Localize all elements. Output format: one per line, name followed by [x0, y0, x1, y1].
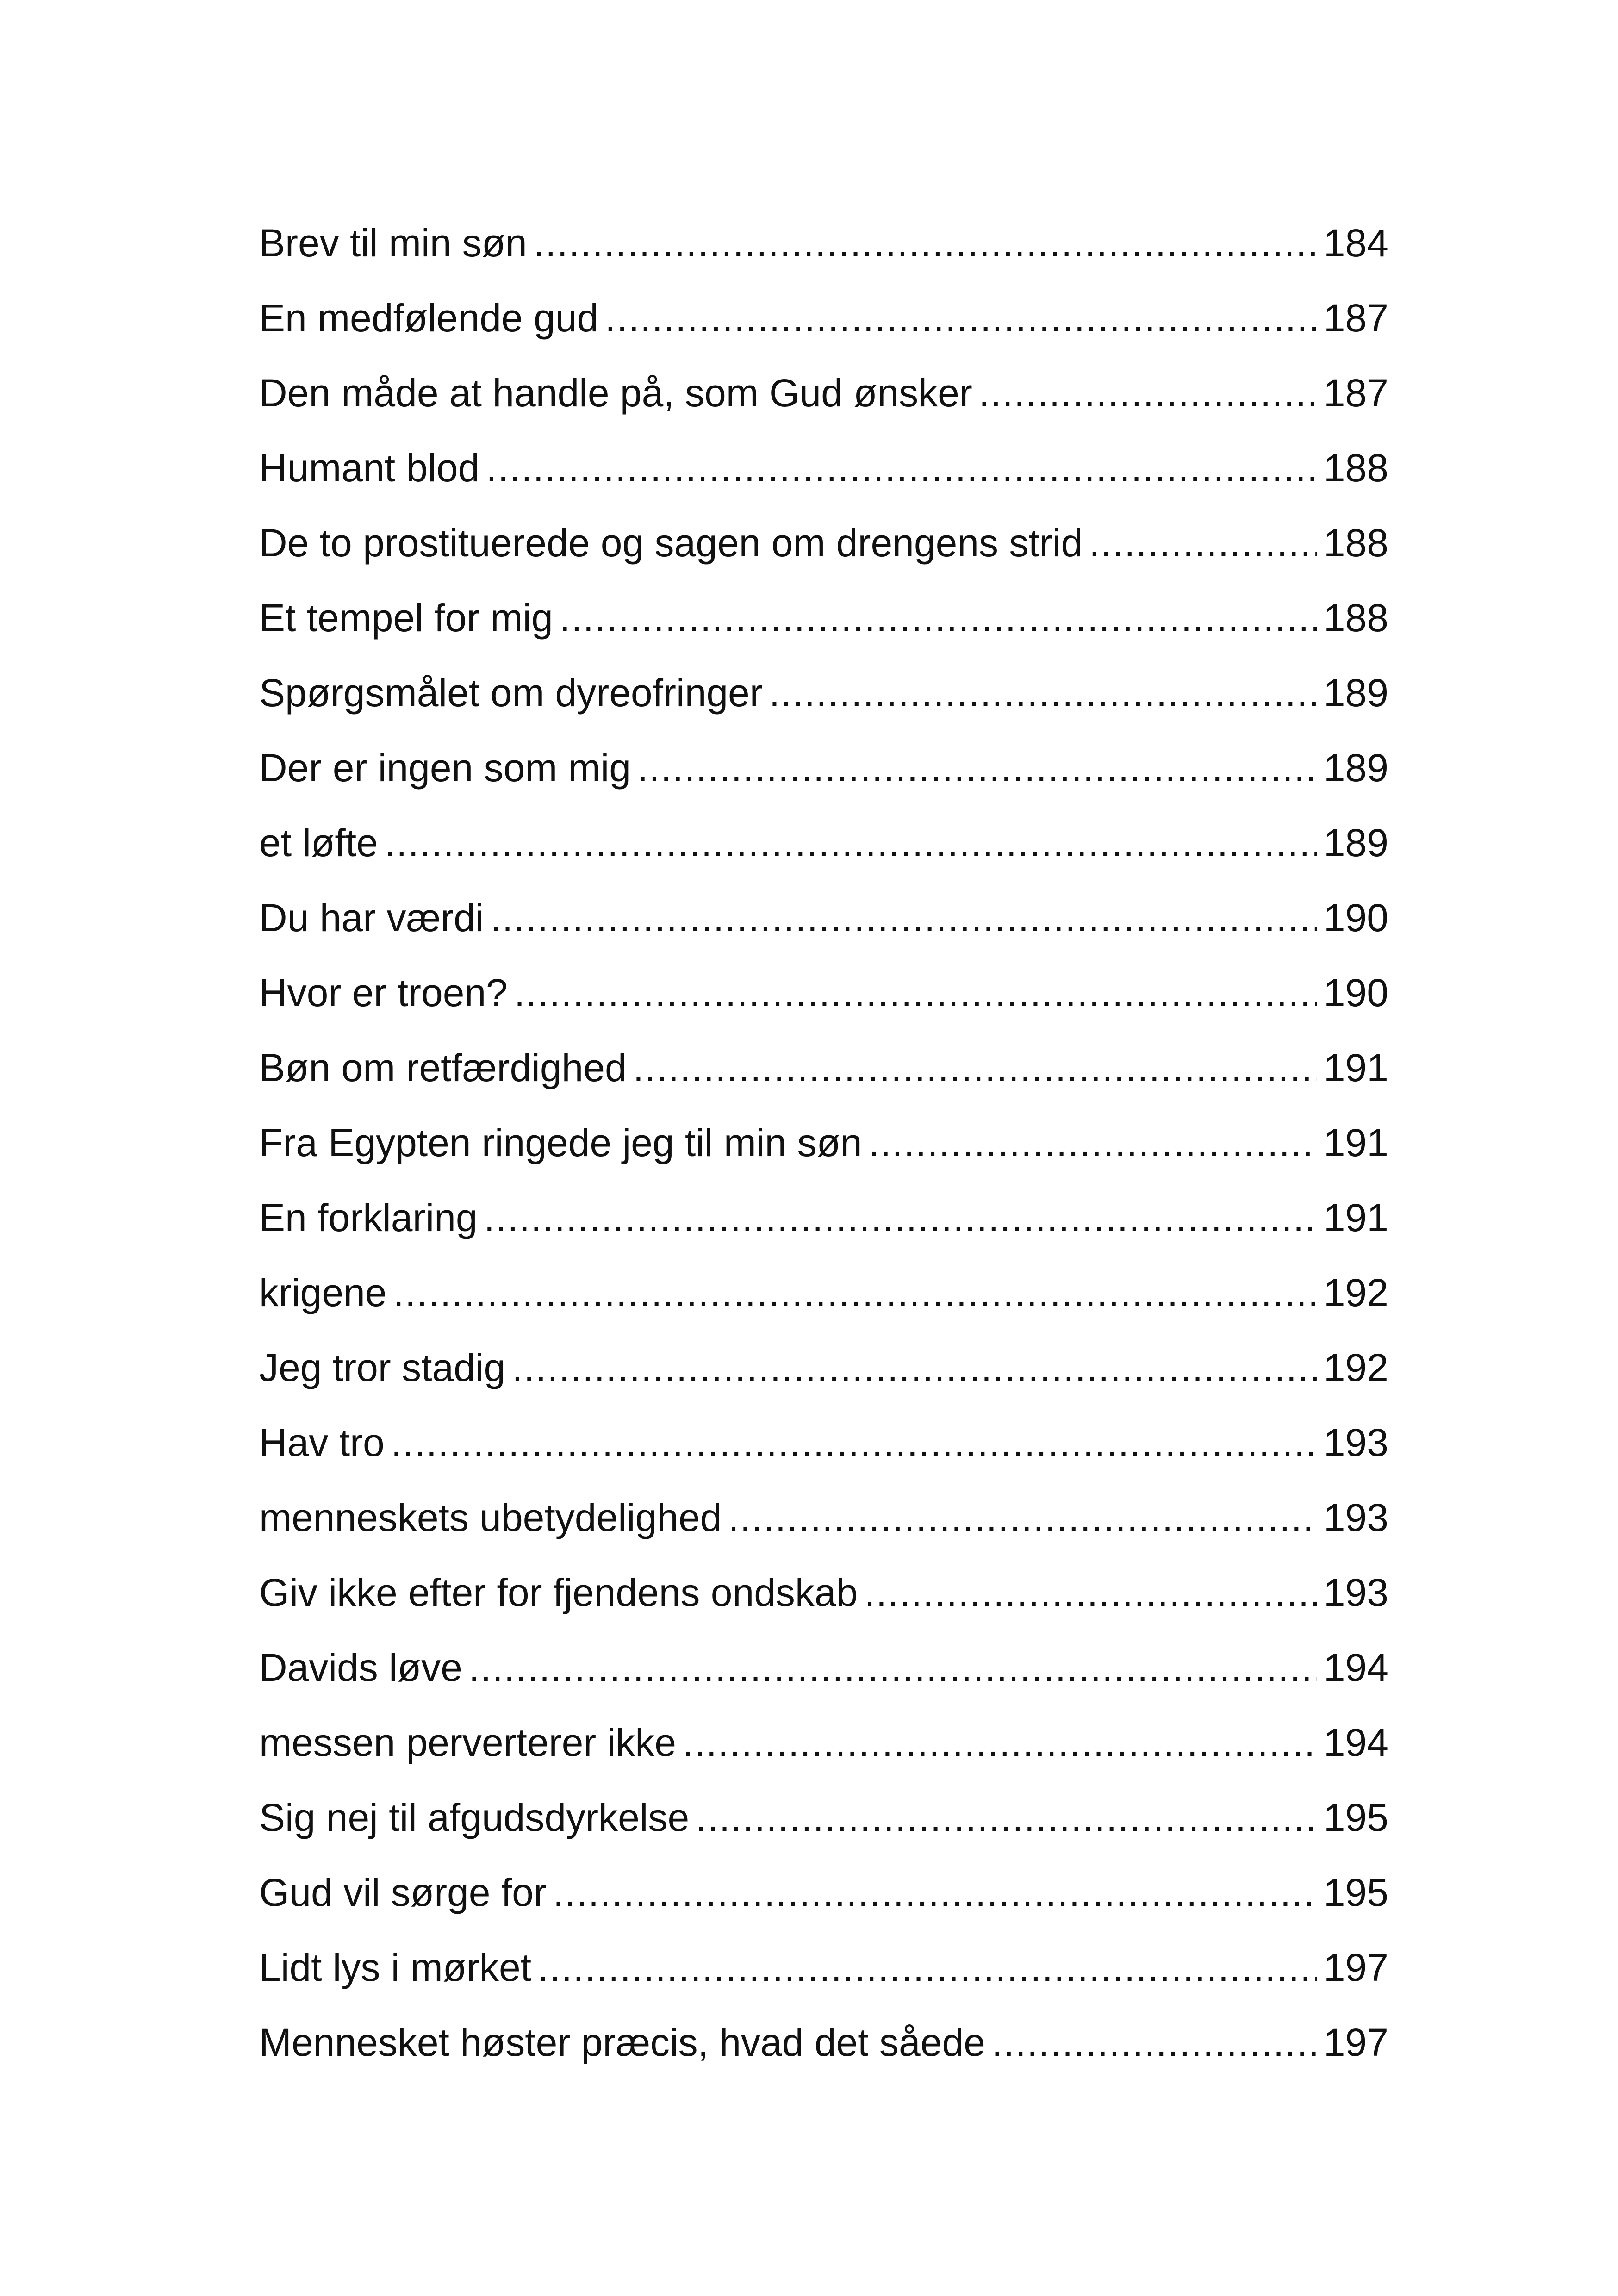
toc-dot-leader: [491, 880, 1317, 955]
toc-entry-title: De to prostituerede og sagen om drengens strid: [259, 521, 1083, 565]
toc-page-number: 189: [1323, 746, 1388, 790]
toc-entry[interactable]: [259, 880, 1388, 955]
toc-entry[interactable]: [259, 1855, 1388, 1930]
toc-entry-title: Humant blod: [259, 446, 480, 490]
toc-dot-leader: [393, 1255, 1317, 1330]
toc-page-number: 191: [1323, 1046, 1388, 1089]
toc-entry-title: Sig nej til afgudsdyrkelse: [259, 1796, 690, 1839]
toc-page-number: 192: [1323, 1346, 1388, 1389]
toc-dot-leader: [560, 580, 1317, 655]
toc-page-number: 191: [1323, 1196, 1388, 1239]
toc-entry[interactable]: [259, 1030, 1388, 1105]
toc-entry-title: Jeg tror stadig: [259, 1346, 506, 1389]
toc-dot-leader: [553, 1855, 1317, 1930]
toc-dot-leader: [864, 1555, 1317, 1630]
toc-dot-leader: [1089, 505, 1317, 580]
toc-page-number: 187: [1323, 371, 1388, 415]
toc-dot-leader: [637, 730, 1317, 805]
toc-entry-title: et løfte: [259, 821, 378, 865]
toc-page-number: 193: [1323, 1421, 1388, 1464]
toc-entry-title: krigene: [259, 1271, 387, 1314]
toc-entry-title: Bøn om retfærdighed: [259, 1046, 627, 1089]
toc-entry-title: Hvor er troen?: [259, 971, 508, 1014]
toc-entry[interactable]: [259, 1330, 1388, 1405]
toc-dot-leader: [512, 1330, 1317, 1405]
toc-entry-title: messen perverterer ikke: [259, 1721, 676, 1764]
toc-page-number: 189: [1323, 671, 1388, 715]
toc-entry[interactable]: [259, 1780, 1388, 1855]
toc-entry-title: Giv ikke efter for fjendens ondskab: [259, 1571, 858, 1614]
table-of-contents: [259, 205, 1388, 2080]
toc-page-number: 188: [1323, 521, 1388, 565]
toc-dot-leader: [728, 1480, 1317, 1555]
toc-entry-title: Du har værdi: [259, 896, 484, 940]
toc-dot-leader: [469, 1630, 1317, 1705]
toc-entry[interactable]: [259, 1480, 1388, 1555]
toc-entry[interactable]: [259, 505, 1388, 580]
toc-entry-title: Hav tro: [259, 1421, 385, 1464]
toc-dot-leader: [696, 1780, 1317, 1855]
toc-dot-leader: [869, 1105, 1317, 1180]
toc-entry-title: Gud vil sørge for: [259, 1871, 547, 1914]
toc-page-number: 187: [1323, 296, 1388, 340]
toc-dot-leader: [484, 1180, 1317, 1255]
toc-entry-title: Mennesket høster præcis, hvad det såede: [259, 2021, 985, 2064]
toc-page-number: 188: [1323, 446, 1388, 490]
toc-entry[interactable]: [259, 955, 1388, 1030]
toc-page-number: 190: [1323, 971, 1388, 1014]
toc-entry-title: Fra Egypten ringede jeg til min søn: [259, 1121, 862, 1164]
toc-entry[interactable]: [259, 1405, 1388, 1480]
toc-page-number: 194: [1323, 1721, 1388, 1764]
toc-entry-title: Spørgsmålet om dyreofringer: [259, 671, 763, 715]
toc-entry[interactable]: [259, 1105, 1388, 1180]
toc-entry[interactable]: [259, 580, 1388, 655]
toc-entry[interactable]: [259, 1705, 1388, 1780]
toc-entry[interactable]: [259, 1555, 1388, 1630]
toc-entry[interactable]: [259, 280, 1388, 355]
toc-entry[interactable]: [259, 1930, 1388, 2005]
toc-page-number: 191: [1323, 1121, 1388, 1164]
toc-entry[interactable]: [259, 730, 1388, 805]
toc-dot-leader: [683, 1705, 1317, 1780]
toc-dot-leader: [538, 1930, 1317, 2005]
toc-page-number: 190: [1323, 896, 1388, 940]
toc-entry[interactable]: [259, 2005, 1388, 2080]
toc-page-number: 193: [1323, 1496, 1388, 1539]
toc-page-number: 188: [1323, 596, 1388, 640]
toc-page-number: 195: [1323, 1796, 1388, 1839]
toc-dot-leader: [391, 1405, 1317, 1480]
toc-dot-leader: [633, 1030, 1317, 1105]
toc-dot-leader: [979, 355, 1317, 430]
toc-entry-title: Lidt lys i mørket: [259, 1946, 532, 1989]
toc-entry-title: Brev til min søn: [259, 221, 527, 265]
toc-page-number: 189: [1323, 821, 1388, 865]
toc-entry[interactable]: [259, 655, 1388, 730]
toc-entry[interactable]: [259, 1255, 1388, 1330]
toc-entry[interactable]: [259, 355, 1388, 430]
toc-dot-leader: [992, 2005, 1317, 2080]
toc-entry-title: menneskets ubetydelighed: [259, 1496, 722, 1539]
toc-dot-leader: [605, 280, 1317, 355]
toc-page-number: 193: [1323, 1571, 1388, 1614]
toc-page-number: 197: [1323, 2021, 1388, 2064]
toc-dot-leader: [514, 955, 1317, 1030]
toc-entry-title: Et tempel for mig: [259, 596, 553, 640]
toc-entry-title: Davids løve: [259, 1646, 462, 1689]
toc-entry-title: En forklaring: [259, 1196, 478, 1239]
toc-entry-title: Den måde at handle på, som Gud ønsker: [259, 371, 972, 415]
toc-page-number: 195: [1323, 1871, 1388, 1914]
toc-entry[interactable]: [259, 805, 1388, 880]
toc-entry[interactable]: [259, 1630, 1388, 1705]
toc-entry[interactable]: [259, 430, 1388, 505]
toc-page-number: 197: [1323, 1946, 1388, 1989]
toc-dot-leader: [534, 205, 1317, 280]
toc-entry[interactable]: [259, 1180, 1388, 1255]
toc-dot-leader: [769, 655, 1317, 730]
toc-page-number: 184: [1323, 221, 1388, 265]
toc-page-number: 194: [1323, 1646, 1388, 1689]
toc-entry-title: En medfølende gud: [259, 296, 599, 340]
toc-dot-leader: [385, 805, 1317, 880]
toc-dot-leader: [486, 430, 1317, 505]
toc-entry[interactable]: [259, 205, 1388, 280]
toc-page-number: 192: [1323, 1271, 1388, 1314]
toc-entry-title: Der er ingen som mig: [259, 746, 631, 790]
